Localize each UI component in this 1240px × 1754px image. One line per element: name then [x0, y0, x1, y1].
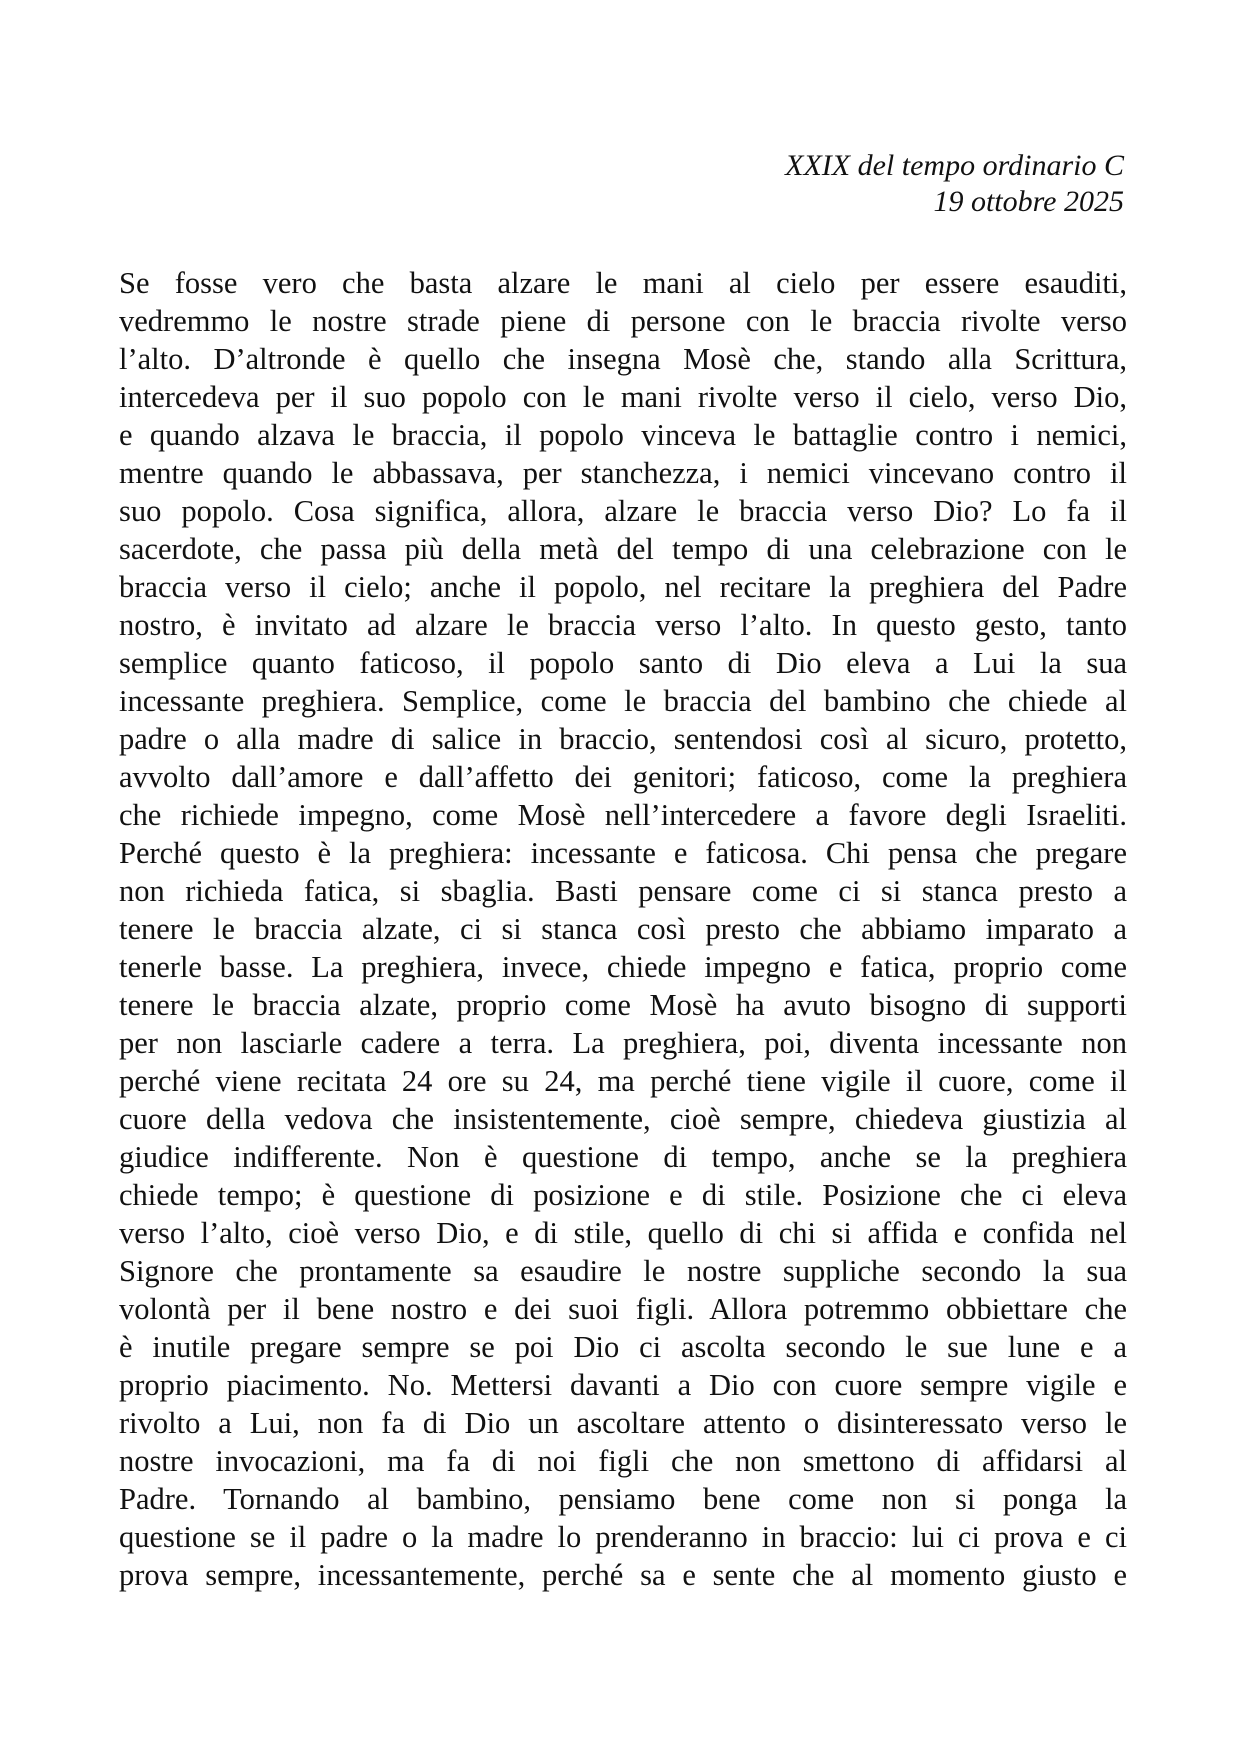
text-line: avvolto dall’amore e dall’affetto dei genitori; faticoso, come la preghiera	[119, 760, 1127, 794]
text-line: semplice quanto faticoso, il popolo santo di Dio eleva a Lui la sua	[119, 646, 1127, 680]
text-line: nostro, è invitato ad alzare le braccia verso l’alto. In questo gesto, tanto	[119, 608, 1127, 642]
text-line: Se fosse vero che basta alzare le mani al cielo per essere esauditi,	[119, 266, 1127, 300]
text-line: rivolto a Lui, non fa di Dio un ascoltare attento o disinteressato verso le	[119, 1406, 1127, 1440]
text-line: che richiede impegno, come Mosè nell’intercedere a favore degli Israeliti.	[119, 798, 1127, 832]
date-label: 19 ottobre 2025	[933, 185, 1124, 218]
text-line: l’alto. D’altronde è quello che insegna Mosè che, stando alla Scrittura,	[119, 342, 1127, 376]
text-line: Padre. Tornando al bambino, pensiamo bene come non si ponga la	[119, 1482, 1127, 1516]
text-line: Perché questo è la preghiera: incessante e faticosa. Chi pensa che pregare	[119, 836, 1127, 870]
text-line: prova sempre, incessantemente, perché sa e sente che al momento giusto e	[119, 1558, 1127, 1592]
text-line: Signore che prontamente sa esaudire le nostre suppliche secondo la sua	[119, 1254, 1127, 1288]
document-heading	[785, 148, 1124, 220]
text-line: vedremmo le nostre strade piene di persone con le braccia rivolte verso	[119, 304, 1127, 338]
text-line: è inutile pregare sempre se poi Dio ci ascolta secondo le sue lune e a	[119, 1330, 1127, 1364]
text-line: verso l’alto, cioè verso Dio, e di stile, quello di chi si affida e confida nel	[119, 1216, 1127, 1250]
text-line: incessante preghiera. Semplice, come le braccia del bambino che chiede al	[119, 684, 1127, 718]
text-line: tenerle basse. La preghiera, invece, chiede impegno e fatica, proprio come	[119, 950, 1127, 984]
liturgical-day-label: XXIX del tempo ordinario C	[785, 149, 1124, 182]
text-line: mentre quando le abbassava, per stanchezza, i nemici vincevano contro il	[119, 456, 1127, 490]
homily-paragraph	[119, 264, 1127, 1594]
text-line: tenere le braccia alzate, ci si stanca così presto che abbiamo imparato a	[119, 912, 1127, 946]
text-line: nostre invocazioni, ma fa di noi figli che non smettono di affidarsi al	[119, 1444, 1127, 1478]
text-line: proprio piacimento. No. Mettersi davanti a Dio con cuore sempre vigile e	[119, 1368, 1127, 1402]
text-line: giudice indifferente. Non è questione di tempo, anche se la preghiera	[119, 1140, 1127, 1174]
text-line: sacerdote, che passa più della metà del tempo di una celebrazione con le	[119, 532, 1127, 566]
text-line: perché viene recitata 24 ore su 24, ma perché tiene vigile il cuore, come il	[119, 1064, 1127, 1098]
text-line: volontà per il bene nostro e dei suoi figli. Allora potremmo obbiettare che	[119, 1292, 1127, 1326]
text-line: tenere le braccia alzate, proprio come Mosè ha avuto bisogno di supporti	[119, 988, 1127, 1022]
text-line: padre o alla madre di salice in braccio, sentendosi così al sicuro, protetto,	[119, 722, 1127, 756]
text-line: chiede tempo; è questione di posizione e di stile. Posizione che ci eleva	[119, 1178, 1127, 1212]
text-line: braccia verso il cielo; anche il popolo, nel recitare la preghiera del Padre	[119, 570, 1127, 604]
text-line: per non lasciarle cadere a terra. La preghiera, poi, diventa incessante non	[119, 1026, 1127, 1060]
text-line: non richieda fatica, si sbaglia. Basti pensare come ci si stanca presto a	[119, 874, 1127, 908]
text-line: questione se il padre o la madre lo prenderanno in braccio: lui ci prova e ci	[119, 1520, 1127, 1554]
text-line: intercedeva per il suo popolo con le mani rivolte verso il cielo, verso Dio,	[119, 380, 1127, 414]
text-line: suo popolo. Cosa significa, allora, alzare le braccia verso Dio? Lo fa il	[119, 494, 1127, 528]
text-line: cuore della vedova che insistentemente, cioè sempre, chiedeva giustizia al	[119, 1102, 1127, 1136]
text-line: e quando alzava le braccia, il popolo vinceva le battaglie contro i nemici,	[119, 418, 1127, 452]
